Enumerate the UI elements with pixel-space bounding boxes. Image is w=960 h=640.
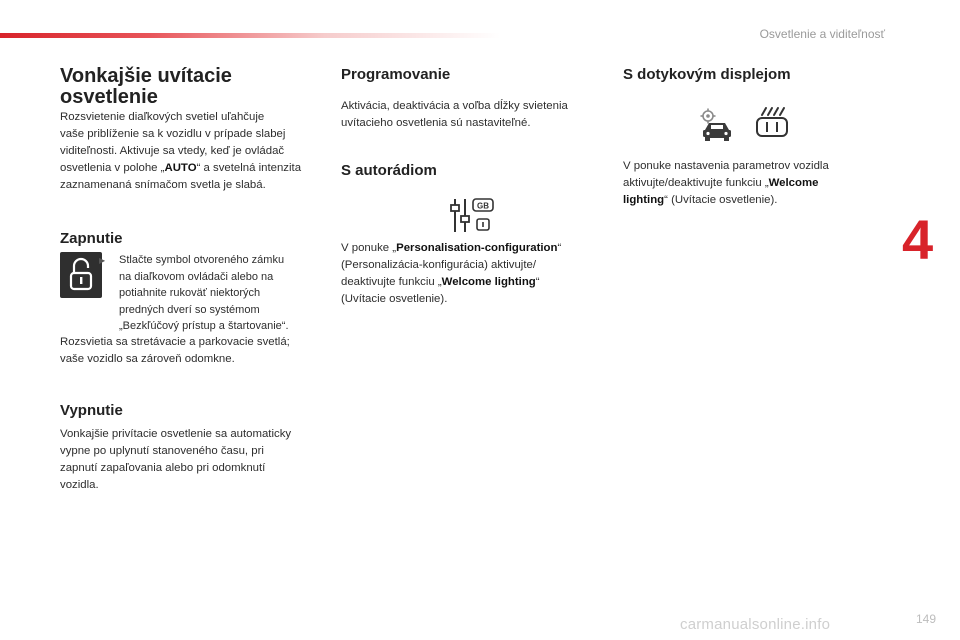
welcome-lighting-icon: [752, 106, 792, 140]
programovanie-heading: Programovanie: [341, 66, 451, 83]
autoradio-heading: S autorádiom: [341, 162, 437, 179]
radio-settings-icon: [449, 196, 495, 236]
touchscreen-paragraph: V ponuke nastavenia parametrov vozidla aktivujte/deaktivujte funkciu „Welcome lighting“ (Uvítacie osvetlenie).: [623, 160, 829, 206]
programovanie-paragraph: Aktivácia, deaktivácia a voľba dĺžky svietenia uvítacieho osvetlenia sú nastaviteľné.: [341, 100, 568, 129]
autoradio-paragraph: V ponuke „Personalisation-configuration“ (Personalizácia-konfigurácia) aktivujte/ deaktivujte funkciu „Welcome lighting“ (Uvítacie osvetlenie).: [341, 242, 562, 305]
column-welcome-lighting: [60, 65, 322, 491]
header-accent-bar: [0, 33, 500, 38]
vypnutie-paragraph: Vonkajšie privítacie osvetlenie sa automaticky vypne po uplynutí stanoveného času, pri zapnutí zapaľovania alebo pri odomknutí vozidla.: [60, 428, 292, 491]
language-label: GB: [477, 201, 489, 211]
open-lock-icon: [60, 252, 102, 298]
vehicle-settings-icon: [699, 108, 739, 142]
chapter-number: 4: [902, 208, 934, 271]
page-number: 149: [915, 612, 936, 626]
touchscreen-heading: S dotykovým displejom: [623, 66, 791, 83]
bullet-instruction: ▶ Stlačte symbol otvoreného zámku na diaľkovom ovládači alebo na potiahnite rukoväť niektorých predných dverí so systémom „Bezkľúčový prístup a štartovanie“.: [99, 254, 289, 333]
zapnutie-heading: Zapnutie: [60, 230, 123, 247]
bullet-arrow-icon: ▶: [99, 256, 106, 265]
watermark: carmanualsonline.info: [680, 616, 831, 633]
chapter-title: Osvetlenie a viditeľnosť: [759, 27, 885, 41]
intro-paragraph: Rozsvietenie diaľkových svetiel uľahčuje vaše priblíženie sa k vozidlu v prípade slabej viditeľnosti. Aktivuje sa vtedy, keď je ovládač osvetlenia v polohe „AUTO“ a svetelná intenzita zaznamenaná snímačom svetla je slabá.: [60, 111, 302, 191]
section-title: Vonkajšie uvítacie osvetlenie: [60, 65, 232, 108]
vypnutie-heading: Vypnutie: [60, 402, 123, 419]
result-paragraph: Rozsvietia sa stretávacie a parkovacie svetlá; vaše vozidlo sa zároveň odomkne.: [60, 336, 290, 365]
